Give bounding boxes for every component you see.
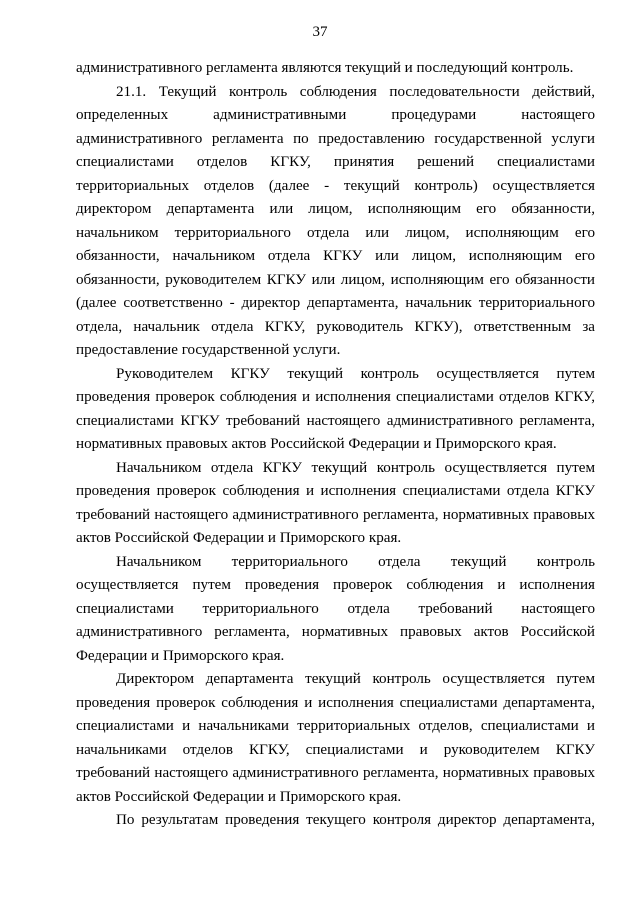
paragraph-line: обязанности, руководителем КГКУ или лицом, исполняющим его обязанности [76,271,595,288]
paragraph [76,551,595,669]
paragraph-line: специалистами и начальниками территориальных отделов, специалистами и [76,718,595,734]
paragraph-line: начальником территориального отдела или лицом, исполняющим его [76,224,595,241]
paragraph-line: Начальником отдела КГКУ текущий контроль осуществляется путем [116,459,595,476]
paragraph-line: требований настоящего административного регламента, нормативных правовых [76,506,595,523]
paragraph-line: проведения проверок соблюдения и исполнения специалистами отделов КГКУ, [76,389,595,405]
paragraph-line: 21.1. Текущий контроль соблюдения последовательности действий, [116,83,595,100]
paragraph-line: директором департамента или лицом, исполняющим его обязанности, [76,201,595,217]
paragraph-line: осуществляется путем проведения проверок соблюдения и исполнения [76,577,595,593]
paragraph [76,81,595,363]
paragraph-line: отдела, начальник отдела КГКУ, руководитель КГКУ), ответственным за [76,318,595,335]
paragraph-line: административного регламента по предоставлению государственной услуги [76,130,595,147]
paragraph-line: административного регламента являются текущий и последующий контроль. [76,60,574,76]
paragraph-line: актов Российской Федерации и Приморского края. [76,788,402,805]
paragraph-line: Директором департамента текущий контроль осуществляется путем [116,671,595,687]
paragraph [76,57,595,81]
paragraph-line: специалистами отделов КГКУ, принятия решений специалистами [76,154,595,170]
paragraph-line: проведения проверок соблюдения и исполнения специалистами департамента, [76,694,595,711]
paragraph-line: административного регламента, нормативных правовых актов Российской [76,624,595,640]
paragraph-line: территориальных отделов (далее - текущий контроль) осуществляется [76,177,595,194]
paragraph [76,457,595,551]
paragraph-line: предоставление государственной услуги. [76,342,341,358]
paragraph-line: Федерации и Приморского края. [76,647,285,664]
paragraph [76,668,595,809]
paragraph [76,363,595,457]
paragraph [76,809,595,833]
page-number: 37 [312,24,328,40]
paragraph-line: нормативных правовых актов Российской Федерации и Приморского края. [76,436,557,452]
paragraph-line: специалистами КГКУ требований настоящего административного регламента, [76,412,595,429]
document-body [76,57,595,833]
paragraph-line: актов Российской Федерации и Приморского края. [76,530,402,546]
paragraph-line: начальниками отделов КГКУ, специалистами и руководителем КГКУ [76,741,595,758]
paragraph-line: специалистами территориального отдела требований настоящего [76,600,595,617]
paragraph-line: определенных административными процедурами настоящего [76,107,595,123]
paragraph-line: требований настоящего административного регламента, нормативных правовых [76,765,595,781]
paragraph-line: (далее соответственно - директор департамента, начальник территориального [76,295,595,311]
paragraph-line: Начальником территориального отдела текущий контроль [116,553,595,570]
paragraph-line: проведения проверок соблюдения и исполнения специалистами отдела КГКУ [76,483,595,499]
paragraph-line: обязанности, начальником отдела КГКУ или лицом, исполняющим его [76,248,595,264]
paragraph-line: По результатам проведения текущего контроля директор департамента, [116,812,595,828]
paragraph-line: Руководителем КГКУ текущий контроль осуществляется путем [116,365,595,382]
